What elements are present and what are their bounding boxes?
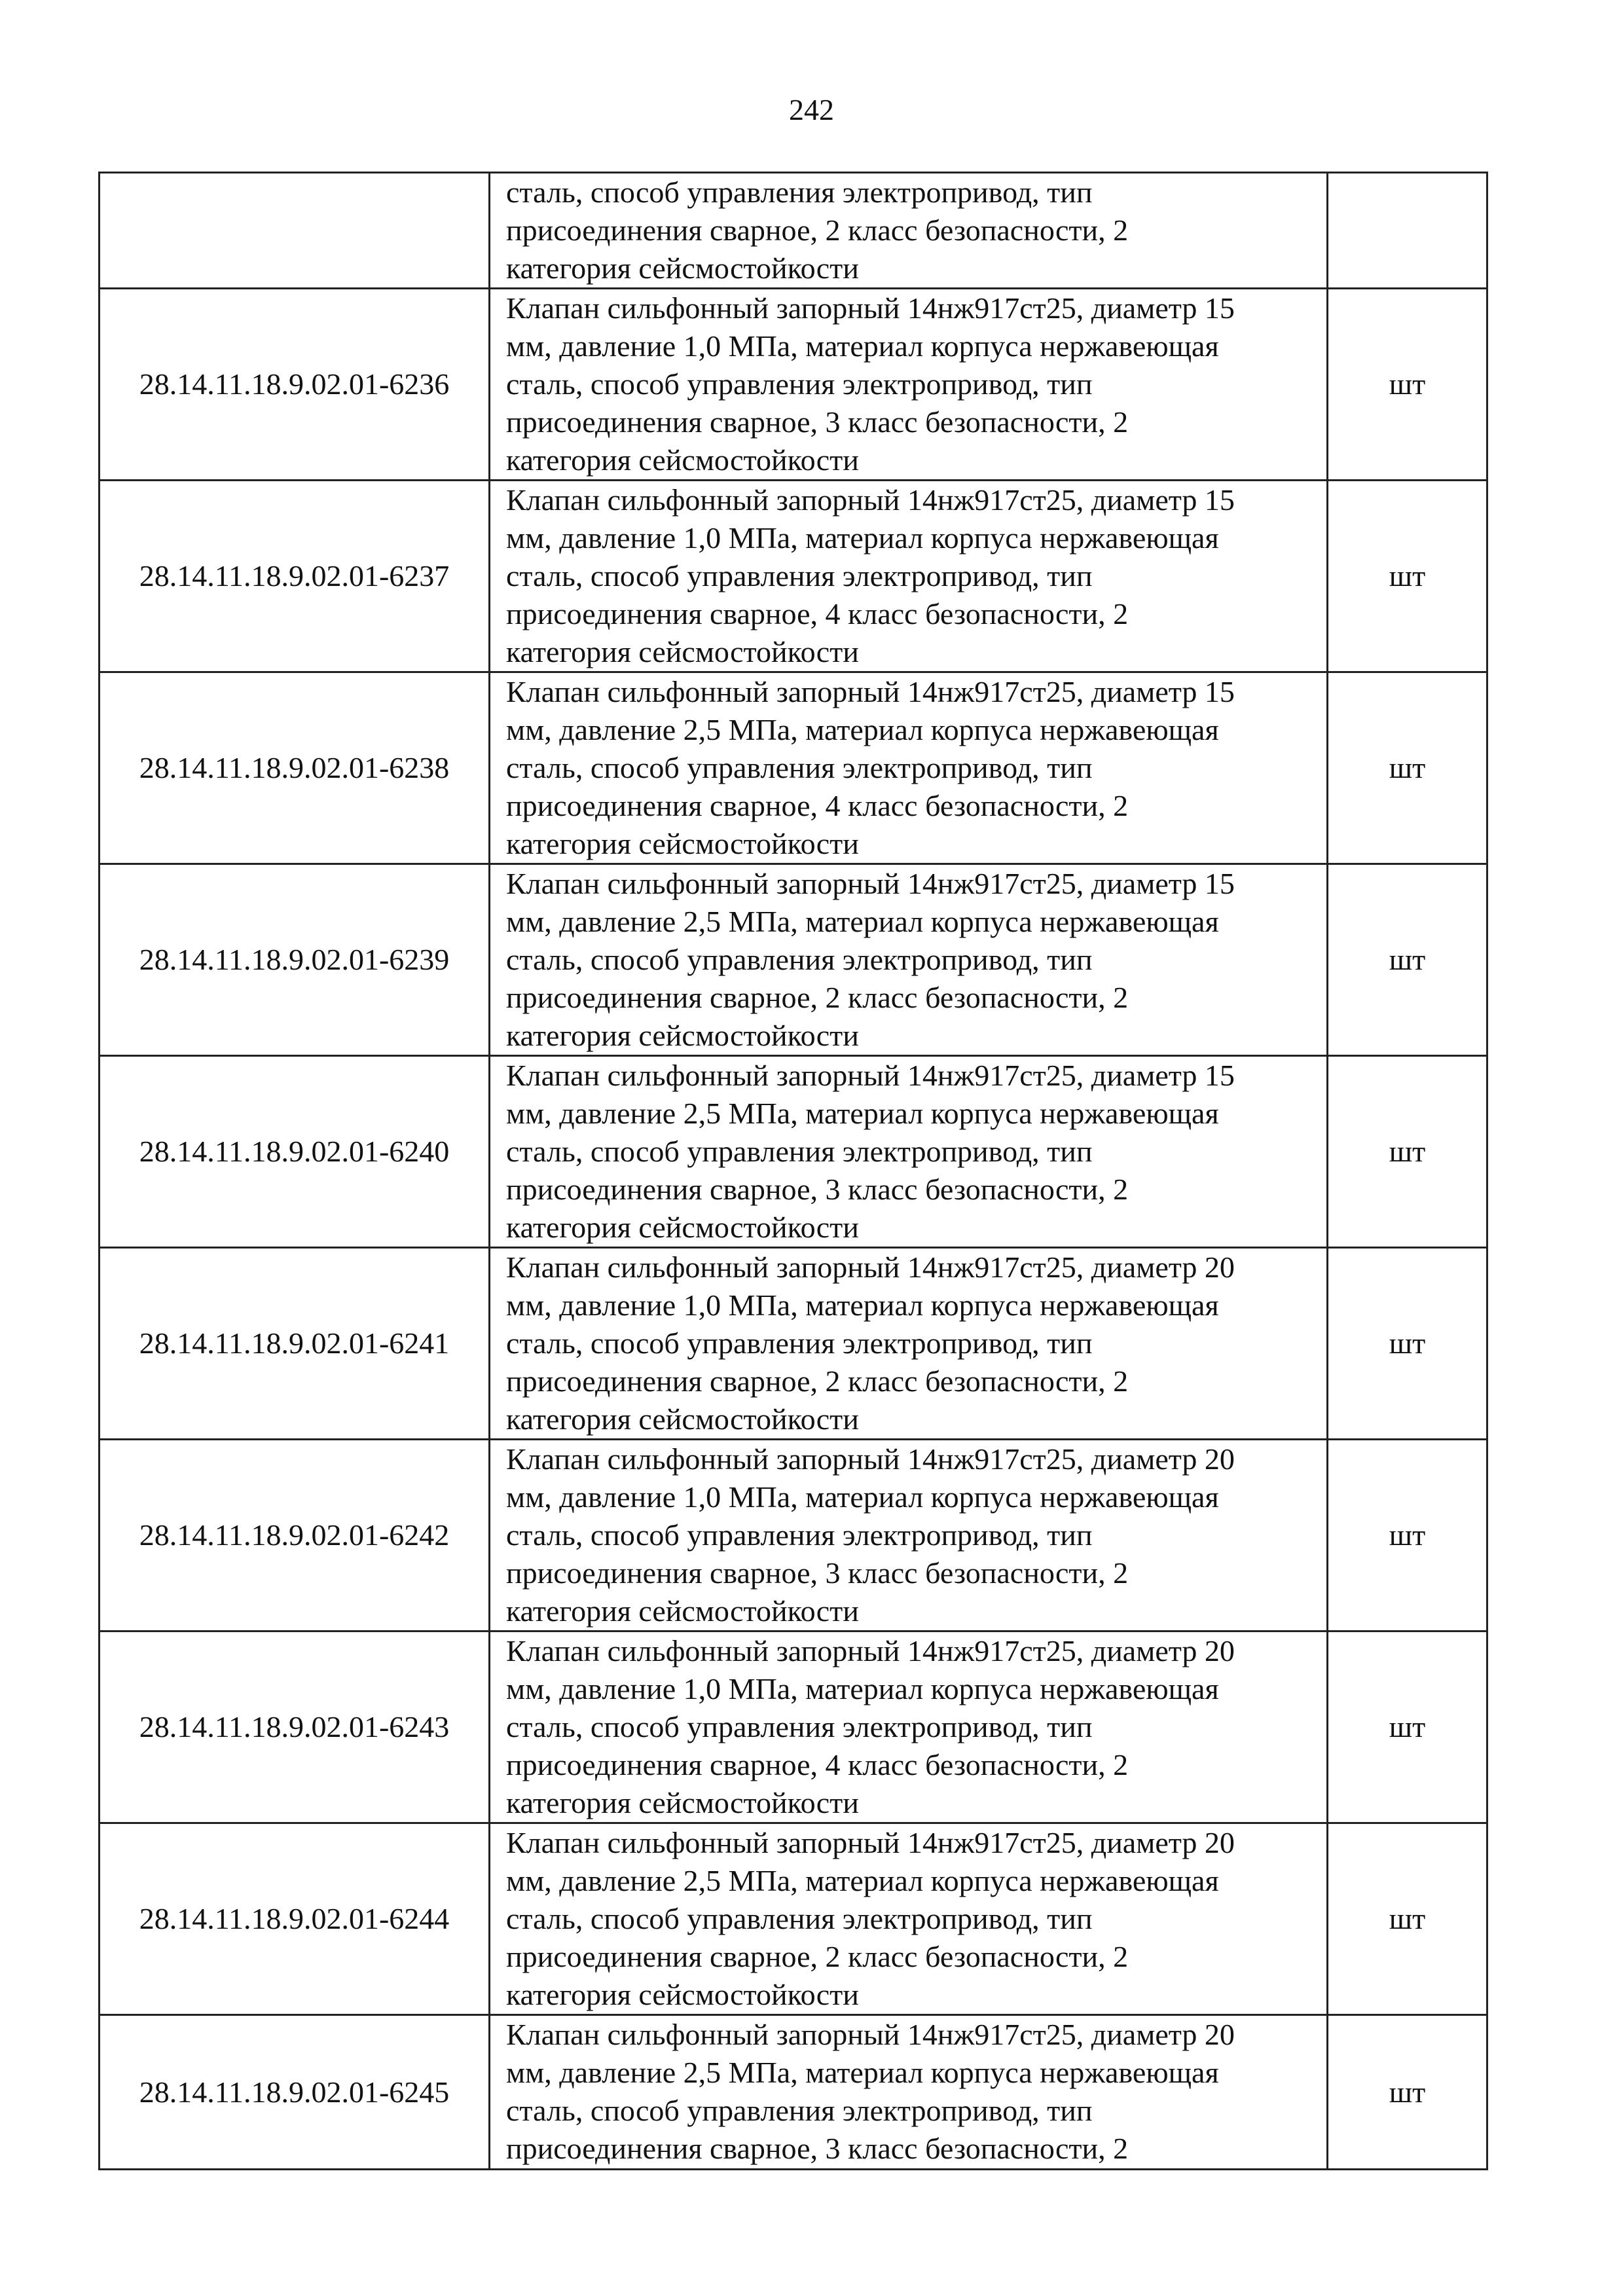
table-row (100, 1440, 1487, 1631)
description-line: присоединения сварное, 2 класс безопасности, 2 (506, 981, 1129, 1014)
description-line: категория сейсмостойкости (506, 1786, 859, 1819)
description-line: Клапан сильфонный запорный 14нж917ст25, диаметр 20 (506, 2018, 1235, 2051)
page-number: 242 (789, 93, 834, 126)
description-line: мм, давление 2,5 МПа, материал корпуса нержавеющая (506, 2056, 1219, 2089)
description-line: Клапан сильфонный запорный 14нж917ст25, диаметр 15 (506, 1059, 1235, 1092)
description-line: мм, давление 1,0 МПа, материал корпуса нержавеющая (506, 329, 1219, 363)
row-unit: шт (1328, 864, 1487, 1056)
row-unit: шт (1328, 1823, 1487, 2015)
description-line: присоединения сварное, 2 класс безопасности, 2 (506, 213, 1129, 247)
description-line: сталь, способ управления электропривод, тип (506, 751, 1093, 784)
table-row (100, 1823, 1487, 2015)
row-code: 28.14.11.18.9.02.01-6241 (100, 1248, 490, 1440)
row-unit: шт (1328, 1631, 1487, 1823)
row-description (490, 289, 1328, 481)
table-row (100, 173, 1487, 289)
description-line: сталь, способ управления электропривод, тип (506, 1135, 1093, 1168)
row-code: 28.14.11.18.9.02.01-6239 (100, 864, 490, 1056)
row-code: 28.14.11.18.9.02.01-6244 (100, 1823, 490, 2015)
description-line: Клапан сильфонный запорный 14нж917ст25, диаметр 15 (506, 675, 1235, 708)
row-unit: шт (1328, 2015, 1487, 2170)
row-unit: шт (1328, 1056, 1487, 1248)
description-line: сталь, способ управления электропривод, тип (506, 1518, 1093, 1552)
row-code: 28.14.11.18.9.02.01-6245 (100, 2015, 490, 2170)
description-line: сталь, способ управления электропривод, тип (506, 1710, 1093, 1743)
description-line: сталь, способ управления электропривод, тип (506, 1902, 1093, 1935)
resource-table-body (100, 173, 1487, 2170)
row-unit: шт (1328, 289, 1487, 481)
row-description (490, 864, 1328, 1056)
description-line: мм, давление 2,5 МПа, материал корпуса нержавеющая (506, 713, 1219, 746)
row-description (490, 1248, 1328, 1440)
description-line: сталь, способ управления электропривод, тип (506, 367, 1093, 401)
table-row (100, 481, 1487, 672)
description-line: мм, давление 1,0 МПа, материал корпуса нержавеющая (506, 521, 1219, 555)
table-row (100, 289, 1487, 481)
description-line: присоединения сварное, 3 класс безопасности, 2 (506, 405, 1129, 439)
row-description (490, 1056, 1328, 1248)
description-line: категория сейсмостойкости (506, 1978, 859, 2011)
description-line: сталь, способ управления электропривод, тип (506, 175, 1093, 209)
description-line: мм, давление 1,0 МПа, материал корпуса нержавеющая (506, 1288, 1219, 1322)
resource-table (98, 172, 1488, 2170)
table-row (100, 864, 1487, 1056)
description-line: категория сейсмостойкости (506, 251, 859, 285)
description-line: Клапан сильфонный запорный 14нж917ст25, диаметр 20 (506, 1634, 1235, 1667)
description-line: присоединения сварное, 3 класс безопасности, 2 (506, 1556, 1129, 1590)
description-line: сталь, способ управления электропривод, тип (506, 559, 1093, 592)
description-line: Клапан сильфонный запорный 14нж917ст25, диаметр 15 (506, 867, 1235, 900)
description-line: категория сейсмостойкости (506, 1402, 859, 1436)
description-line: категория сейсмостойкости (506, 635, 859, 668)
description-line: категория сейсмостойкости (506, 1019, 859, 1052)
description-line: мм, давление 1,0 МПа, материал корпуса нержавеющая (506, 1480, 1219, 1514)
description-line: присоединения сварное, 4 класс безопасности, 2 (506, 597, 1129, 630)
description-line: сталь, способ управления электропривод, тип (506, 2094, 1093, 2127)
description-line: мм, давление 2,5 МПа, материал корпуса нержавеющая (506, 1864, 1219, 1897)
row-code: 28.14.11.18.9.02.01-6243 (100, 1631, 490, 1823)
row-unit: шт (1328, 1440, 1487, 1631)
row-description (490, 2015, 1328, 2170)
row-code: 28.14.11.18.9.02.01-6238 (100, 672, 490, 864)
row-description (490, 173, 1328, 289)
row-description (490, 672, 1328, 864)
description-line: категория сейсмостойкости (506, 1594, 859, 1628)
table-row (100, 2015, 1487, 2170)
description-line: мм, давление 2,5 МПа, материал корпуса нержавеющая (506, 1097, 1219, 1130)
description-line: категория сейсмостойкости (506, 827, 859, 860)
description-line: Клапан сильфонный запорный 14нж917ст25, диаметр 15 (506, 483, 1235, 517)
row-code: 28.14.11.18.9.02.01-6236 (100, 289, 490, 481)
row-unit (1328, 173, 1487, 289)
row-unit: шт (1328, 1248, 1487, 1440)
row-description (490, 1440, 1328, 1631)
description-line: присоединения сварное, 4 класс безопасности, 2 (506, 1748, 1129, 1781)
row-unit: шт (1328, 481, 1487, 672)
row-code: 28.14.11.18.9.02.01-6242 (100, 1440, 490, 1631)
table-row (100, 1248, 1487, 1440)
row-code: 28.14.11.18.9.02.01-6240 (100, 1056, 490, 1248)
row-description (490, 1823, 1328, 2015)
table-row (100, 1631, 1487, 1823)
description-line: категория сейсмостойкости (506, 443, 859, 477)
row-unit: шт (1328, 672, 1487, 864)
description-line: мм, давление 1,0 МПа, материал корпуса нержавеющая (506, 1672, 1219, 1705)
description-line: Клапан сильфонный запорный 14нж917ст25, диаметр 20 (506, 1442, 1235, 1476)
description-line: Клапан сильфонный запорный 14нж917ст25, диаметр 20 (506, 1826, 1235, 1859)
description-line: категория сейсмостойкости (506, 1211, 859, 1244)
description-line: сталь, способ управления электропривод, тип (506, 1326, 1093, 1360)
description-line: сталь, способ управления электропривод, тип (506, 943, 1093, 976)
row-code: 28.14.11.18.9.02.01-6237 (100, 481, 490, 672)
table-row (100, 672, 1487, 864)
row-description (490, 1631, 1328, 1823)
description-line: присоединения сварное, 2 класс безопасности, 2 (506, 1940, 1129, 1973)
description-line: присоединения сварное, 2 класс безопасности, 2 (506, 1364, 1129, 1398)
row-description (490, 481, 1328, 672)
table-row (100, 1056, 1487, 1248)
description-line: Клапан сильфонный запорный 14нж917ст25, диаметр 20 (506, 1250, 1235, 1284)
row-code (100, 173, 490, 289)
description-line: присоединения сварное, 3 класс безопасности, 2 (506, 1173, 1129, 1206)
description-line: Клапан сильфонный запорный 14нж917ст25, диаметр 15 (506, 291, 1235, 325)
description-line: мм, давление 2,5 МПа, материал корпуса нержавеющая (506, 905, 1219, 938)
description-line: присоединения сварное, 3 класс безопасности, 2 (506, 2132, 1129, 2165)
description-line: присоединения сварное, 4 класс безопасности, 2 (506, 789, 1129, 822)
